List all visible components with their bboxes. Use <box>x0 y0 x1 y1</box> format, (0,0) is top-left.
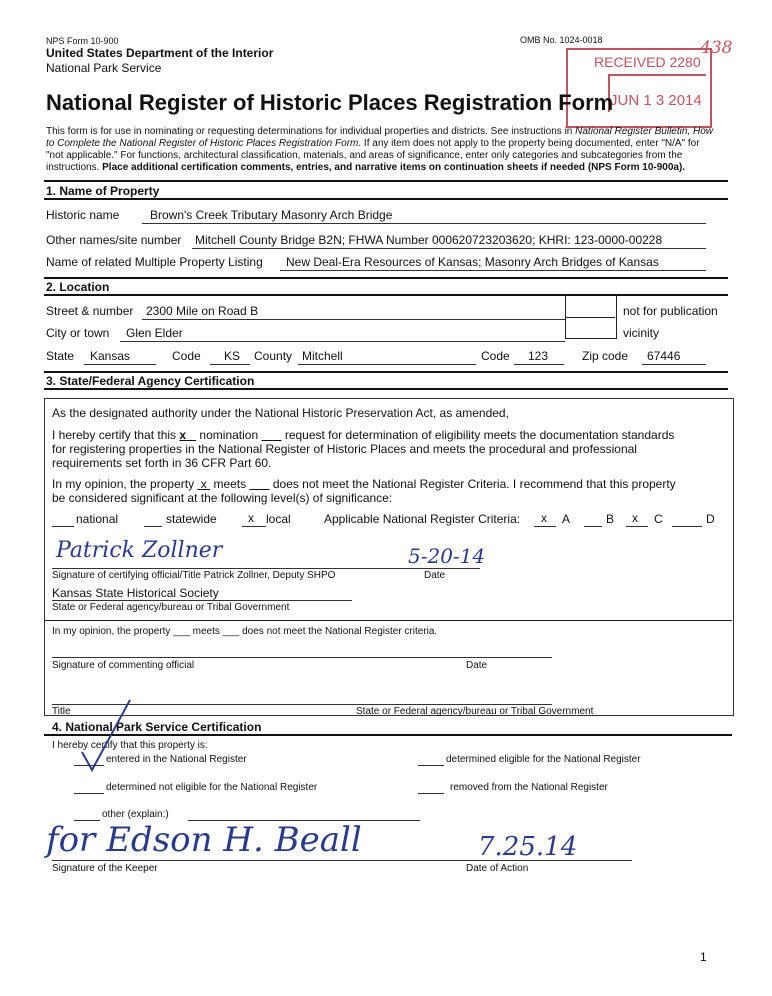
stamp-date: JUN 1 3 2014 <box>610 92 702 109</box>
cert-line3: for registering properties in the National Register of Historic Places and meets the procedural and professional <box>52 442 637 456</box>
street-value: 2300 Mile on Road B <box>146 304 259 318</box>
intro-line3: "not applicable." For functions, architectural classification, materials, and areas of significance, enter only categories and subcategories from the <box>46 150 683 161</box>
keeper-signature-label: Signature of the Keeper <box>52 863 158 874</box>
criteria-b: B <box>606 512 615 526</box>
section-4-heading: 4. National Park Service Certification <box>52 720 262 734</box>
other-names-value: Mitchell County Bridge B2N; FHWA Number 000620723203620; KHRI: 123-0000-00228 <box>195 233 663 247</box>
certifying-date: 5-20-14 <box>408 544 486 568</box>
intro-line4: instructions. Place additional certification comments, entries, and narrative items on continuation sheets if needed (NPS Form 10-900a). <box>46 162 686 173</box>
county-value: Mitchell <box>302 349 343 363</box>
date-of-action-label: Date of Action <box>466 863 529 874</box>
nps-certify-line: I hereby certify that this property is: <box>52 740 208 751</box>
cert-line6: be considered significant at the following level(s) of significance: <box>52 491 393 505</box>
criteria-d: D <box>706 512 715 526</box>
county-code-value: 123 <box>528 349 549 363</box>
zip-value: 67446 <box>647 349 681 363</box>
city-label: City or town <box>46 326 110 340</box>
zip-label: Zip code <box>582 349 629 363</box>
vicinity: vicinity <box>623 326 660 340</box>
level-statewide: statewide <box>166 512 217 526</box>
other-names-label: Other names/site number <box>46 233 182 247</box>
city-value: Glen Elder <box>126 326 183 340</box>
cert-line4: requirements set forth in 36 CFR Part 60. <box>52 456 272 470</box>
criteria-c: C <box>654 512 663 526</box>
form-number: NPS Form 10-900 <box>46 36 119 46</box>
title-label: Title <box>52 706 71 717</box>
agency-value: Kansas State Historical Society <box>52 586 219 600</box>
level-local: local <box>266 512 291 526</box>
determined-not-eligible-option: determined not eligible for the National Register <box>106 782 318 793</box>
level-local-mark: x <box>248 511 254 525</box>
determined-eligible-option: determined eligible for the National Register <box>446 754 641 765</box>
received-stamp <box>566 48 712 128</box>
cert-line1: As the designated authority under the National Historic Preservation Act, as amended, <box>52 406 509 420</box>
form-title: National Register of Historic Places Registration Form <box>46 90 614 115</box>
opinion-line: In my opinion, the property ___ meets ___ does not meet the National Register criteria. <box>52 626 438 637</box>
state-code-label: Code <box>172 349 201 363</box>
section-2-heading: 2. Location <box>46 280 110 294</box>
removed-option: removed from the National Register <box>450 782 608 793</box>
handwritten-number: 438 <box>700 38 733 58</box>
cert-line5: In my opinion, the property x meets does not meet the National Register Criteria. I recommend that this property <box>52 477 676 491</box>
other-option: other (explain:) <box>102 809 169 820</box>
street-label: Street & number <box>46 304 134 318</box>
state-label: State <box>46 349 75 363</box>
criteria-a: A <box>562 512 571 526</box>
criteria-a-mark: x <box>541 511 547 525</box>
agency-label-2: State or Federal agency/bureau or Tribal Government <box>356 706 594 717</box>
historic-name-value: Brown's Creek Tributary Masonry Arch Bridge <box>150 208 393 222</box>
mpl-value: New Deal-Era Resources of Kansas; Masonry Arch Bridges of Kansas <box>286 255 659 269</box>
agency-label: State or Federal agency/bureau or Tribal Government <box>52 602 290 613</box>
county-label: County <box>254 349 293 363</box>
not-for-publication: not for publication <box>623 304 718 318</box>
level-national: national <box>76 512 119 526</box>
intro-line1: This form is for use in nominating or requesting determinations for individual properties and districts. See instructions in National Register Bulletin, How <box>46 126 713 137</box>
section-1-heading: 1. Name of Property <box>46 184 160 198</box>
omb-number: OMB No. 1024-0018 <box>520 35 603 45</box>
section-3-heading: 3. State/Federal Agency Certification <box>46 374 255 388</box>
entered-option: entered in the National Register <box>106 754 247 765</box>
action-date: 7.25.14 <box>478 832 578 862</box>
state-value: Kansas <box>90 349 131 363</box>
cert-line2: I hereby certify that this x nomination request for determination of eligibility meets the documentation standards <box>52 428 675 442</box>
mpl-label: Name of related Multiple Property Listing <box>46 255 263 269</box>
county-code-label: Code <box>481 349 510 363</box>
stamp-received: RECEIVED 2280 <box>594 54 701 70</box>
intro-line2: to Complete the National Register of Historic Places Registration Form. If any item does not apply to the property being documented, enter "N/A" for <box>46 138 700 149</box>
criteria-label: Applicable National Register Criteria: <box>324 512 521 526</box>
commenting-date-label: Date <box>466 660 488 671</box>
criteria-c-mark: x <box>632 511 638 525</box>
agency: National Park Service <box>46 61 162 75</box>
keeper-signature: for Edson H. Beall <box>46 820 362 860</box>
certifying-official-label: Signature of certifying official/Title Patrick Zollner, Deputy SHPO <box>52 570 336 581</box>
historic-name-label: Historic name <box>46 208 120 222</box>
certifying-date-label: Date <box>424 570 446 581</box>
department: United States Department of the Interior <box>46 46 274 60</box>
commenting-official-label: Signature of commenting official <box>52 660 195 671</box>
state-code-value: KS <box>224 349 241 363</box>
page-number: 1 <box>700 950 707 964</box>
certifying-signature: Patrick Zollner <box>56 538 223 563</box>
